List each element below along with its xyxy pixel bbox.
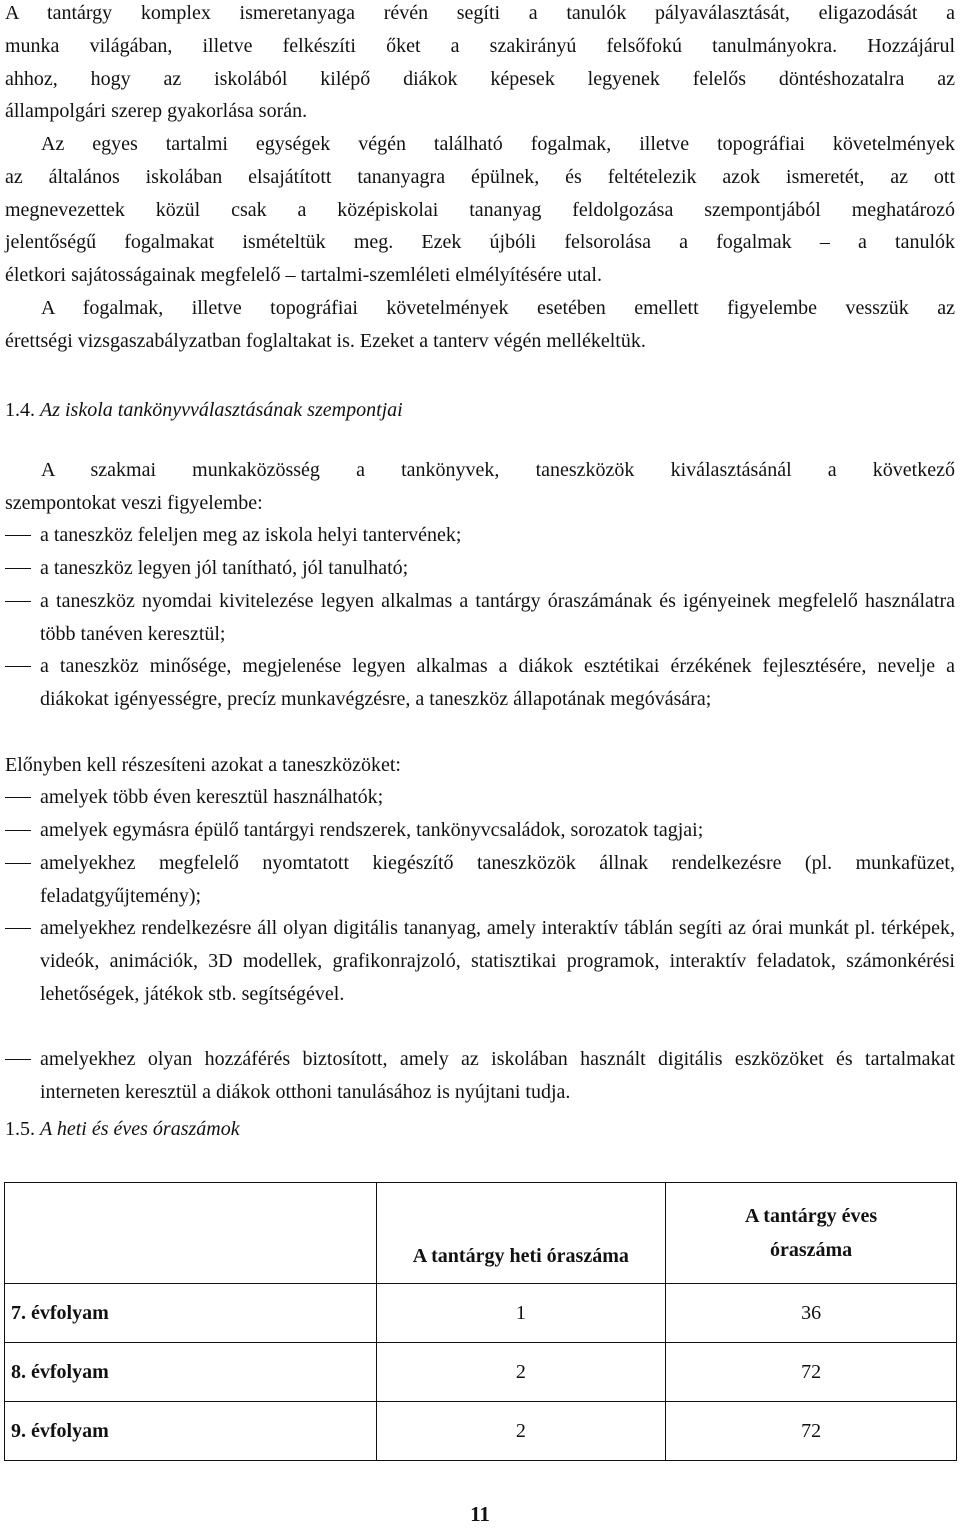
table-header-cell: A tantárgy éves óraszáma bbox=[666, 1183, 957, 1284]
paragraph-career bbox=[5, 0, 955, 128]
paragraph-concepts bbox=[5, 128, 955, 292]
text-line: Előnyben kell részesíteni azokat a taneszközöket: bbox=[5, 754, 401, 776]
text-line: Az egyes tartalmi egységek végén található fogalmak, illetve topográfiai követelmények bbox=[41, 133, 955, 155]
grade-cell: 9. évfolyam bbox=[5, 1402, 377, 1461]
list-item-text: a taneszköz feleljen meg az iskola helyi tantervének; bbox=[40, 524, 462, 546]
table-row bbox=[5, 1284, 957, 1343]
section-number: 1.4. bbox=[5, 399, 35, 421]
text-line: az általános iskolában elsajátított tananyagra épülnek, és feltételezik azok ismeretét, az ott bbox=[5, 165, 955, 188]
table-row bbox=[5, 1402, 957, 1461]
list-item bbox=[0, 912, 955, 1010]
page-number: 11 bbox=[470, 1502, 490, 1526]
list-item bbox=[0, 1043, 955, 1109]
text-line: megnevezettek közül csak a középiskolai tananyag feldolgozása szempontjából meghatározó bbox=[5, 198, 955, 221]
text-line: életkori sajátosságainak megfelelő – tartalmi-szemléleti elmélyítésére utal. bbox=[5, 264, 602, 287]
text-line: A fogalmak, illetve topográfiai követelmények esetében emellett figyelembe vesszük az bbox=[41, 297, 955, 319]
section-number: 1.5. bbox=[5, 1118, 35, 1140]
section-title: A heti és éves óraszámok bbox=[40, 1118, 240, 1140]
section-heading-1-4 bbox=[5, 395, 403, 425]
table-header-row bbox=[5, 1183, 957, 1284]
list-item bbox=[0, 585, 955, 651]
yearly-hours-cell: 36 bbox=[666, 1284, 957, 1343]
list-item bbox=[0, 552, 955, 585]
list-item-text: a taneszköz legyen jól tanítható, jól tanulható; bbox=[40, 557, 409, 579]
list-item-text: a taneszköz minősége, megjelenése legyen alkalmas a diákok esztétikai érzékének fejlesztésére, nevelje a diákokat igényességre, precíz munkavégzésre, a taneszköz állapotának megóvására; bbox=[40, 655, 955, 710]
weekly-hours-cell: 1 bbox=[376, 1284, 666, 1343]
grade-cell: 7. évfolyam bbox=[5, 1284, 377, 1343]
table-header-cell: A tantárgy heti óraszáma bbox=[376, 1183, 666, 1284]
text-line: ahhoz, hogy az iskolából kilépő diákok képesek legyenek felelős döntéshozatalra az bbox=[5, 67, 955, 90]
list-item bbox=[0, 650, 955, 716]
preference-intro bbox=[5, 749, 955, 782]
text-line: érettségi vizsgaszabályzatban foglaltakat is. Ezeket a tanterv végén mellékeltük. bbox=[5, 329, 646, 352]
list-item-text: amelyek egymásra épülő tantárgyi rendszerek, tankönyvcsaládok, sorozatok tagjai; bbox=[40, 819, 704, 841]
text-line: A tantárgy komplex ismeretanyaga révén segíti a tanulók pályaválasztását, eligazodását a bbox=[5, 2, 955, 24]
grade-cell: 8. évfolyam bbox=[5, 1343, 377, 1402]
list-item-text: a taneszköz nyomdai kivitelezése legyen alkalmas a tantárgy óraszámának és igényeinek megfelelő használatra több tanéven keresztül; bbox=[40, 590, 955, 645]
list-item bbox=[0, 814, 955, 847]
table-header-cell bbox=[5, 1183, 377, 1284]
text-line: állampolgári szerep gyakorlása során. bbox=[5, 100, 308, 123]
hours-table bbox=[4, 1182, 957, 1461]
weekly-hours-cell: 2 bbox=[376, 1402, 666, 1461]
section-title: Az iskola tankönyvválasztásának szempontjai bbox=[40, 399, 403, 421]
paragraph-exam bbox=[5, 292, 955, 358]
yearly-hours-cell: 72 bbox=[666, 1402, 957, 1461]
text-line: munka világában, illetve felkészíti őket a szakirányú felsőfokú tanulmányokra. Hozzájárul bbox=[5, 34, 955, 57]
section-heading-1-5 bbox=[5, 1114, 240, 1144]
table-row bbox=[5, 1343, 957, 1402]
list-item bbox=[0, 519, 955, 552]
list-item-text: amelyekhez megfelelő nyomtatott kiegészítő taneszközök állnak rendelkezésre (pl. munkafüzet, feladatgyűjtemény); bbox=[40, 852, 955, 907]
paragraph-criteria-intro bbox=[5, 454, 955, 520]
list-item-text: amelyekhez rendelkezésre áll olyan digitális tananyag, amely interaktív táblán segíti az órai munkát pl. térképek, videók, animációk, 3D modellek, grafikonrajzoló, statisztikai programok, interaktív feladatok, számonkérési lehetőségek, játékok stb. segítségével. bbox=[40, 917, 955, 1005]
yearly-hours-cell: 72 bbox=[666, 1343, 957, 1402]
text-line: A szakmai munkaközösség a tankönyvek, taneszközök kiválasztásánál a következő bbox=[41, 459, 955, 481]
list-item-text: amelyekhez olyan hozzáférés biztosított, amely az iskolában használt digitális eszközöket és tartalmakat interneten keresztül a diákok otthoni tanulásához is nyújtani tudja. bbox=[40, 1048, 955, 1103]
list-item bbox=[0, 847, 955, 913]
weekly-hours-cell: 2 bbox=[376, 1343, 666, 1402]
text-line: szempontokat veszi figyelembe: bbox=[5, 491, 263, 514]
list-item-text: amelyek több éven keresztül használhatók; bbox=[40, 786, 384, 808]
list-item bbox=[0, 781, 955, 814]
text-line: jelentőségű fogalmakat ismételtük meg. Ezek újbóli felsorolása a fogalmak – a tanulók bbox=[5, 231, 955, 254]
